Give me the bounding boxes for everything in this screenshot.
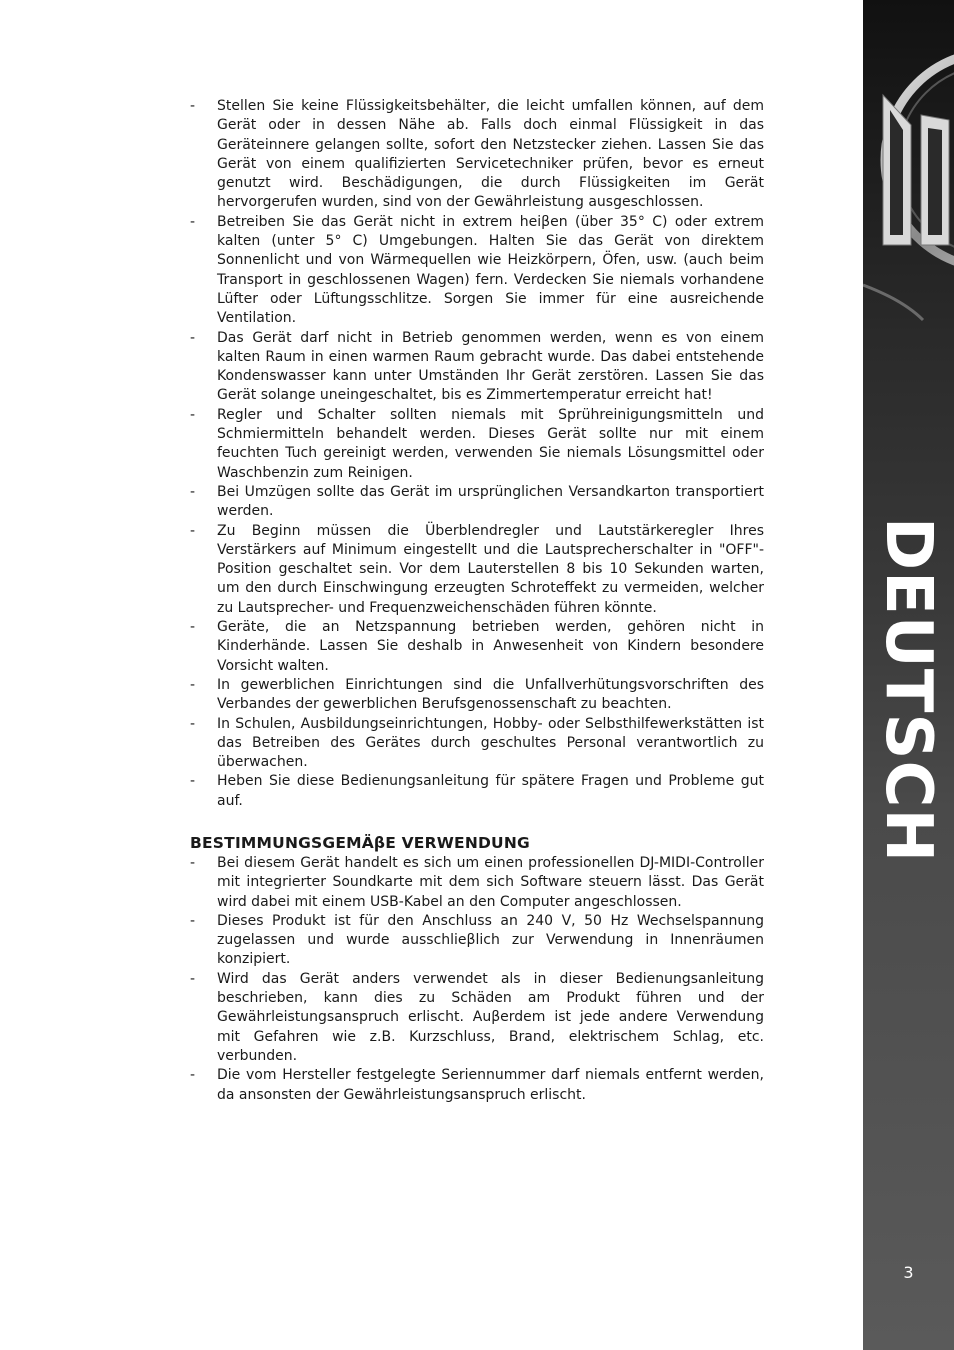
bullet-dash: - xyxy=(190,329,196,346)
bullet-dash: - xyxy=(190,483,196,500)
bullet-dash: - xyxy=(190,1067,196,1084)
bullet-dash: - xyxy=(190,619,196,636)
list-item: - In gewerblichen Einrichtungen sind die Unfallverhütungsvorschriften des Verbandes der gewerblichen Berufsgenossenschaft zu beachten. xyxy=(190,676,764,713)
bullet-dash: - xyxy=(190,522,196,539)
list-item: - Regler und Schalter sollten niemals mit Sprühreinigungsmitteln und Schmiermitteln behandelt werden. Dieses Gerät sollte nur mit einem feuchten Tuch gereinigt werden, verwenden Sie niemals Lösungsmittel oder Waschbenzin zum Reinigen. xyxy=(190,406,764,481)
language-tab: DEUTSCH xyxy=(871,516,946,864)
list-item: - Dieses Produkt ist für den Anschluss an 240 V, 50 Hz Wechselspannung zugelassen und wurde ausschlieβlich zur Verwendung in Innenräumen konzipiert. xyxy=(190,912,764,968)
bullet-dash: - xyxy=(190,213,196,230)
bullet-dash: - xyxy=(190,854,196,871)
list-item: - Bei diesem Gerät handelt es sich um einen professionellen DJ-MIDI-Controller mit integrierter Soundkarte mit dem sich Software steuern lässt. Das Gerät wird dabei mit einem USB-Kabel an den Computer angeschlossen. xyxy=(190,854,764,910)
bullet-dash: - xyxy=(190,970,196,987)
bullet-dash: - xyxy=(190,676,196,693)
list-item: - Das Gerät darf nicht in Betrieb genommen werden, wenn es von einem kalten Raum in einen warmen Raum gebracht wurde. Das dabei entstehende Kondenswasser kann unter Umständen Ihr Gerät zerstören. Lassen Sie das Gerät solange uneingeschaltet, bis es Zimmertemperatur erreicht hat! xyxy=(190,329,764,404)
list-item: - Heben Sie diese Bedienungsanleitung für spätere Fragen und Probleme gut auf. xyxy=(190,773,764,809)
bullet-dash: - xyxy=(190,773,196,790)
list-item: - Die vom Hersteller festgelegte Seriennummer darf niemals entfernt werden, da ansonsten der Gewährleistungsanspruch erlischt. xyxy=(190,1067,764,1103)
list-item: - Bei Umzügen sollte das Gerät im ursprünglichen Versandkarton transportiert werden. xyxy=(190,483,764,520)
page-number: 3 xyxy=(903,1263,914,1282)
language-sidebar xyxy=(863,0,954,1350)
list-item: - Stellen Sie keine Flüssigkeitsbehälter, die leicht umfallen können, auf dem Gerät oder in dessen Nähe ab. Falls doch einmal Flüssigkeit in das Geräteinnere gelangen sollte, sofort den Netzstecker ziehen. Lassen Sie das Gerät von einem qualifizierten Servicetechniker prüfen, bevor es erneut genutzt wird. Beschädigungen, die durch Flüssigkeiten im Gerät hervorgerufen wurden, sind von der Gewährleistung ausgeschlossen. xyxy=(190,98,764,211)
list-item: - Wird das Gerät anders verwendet als in dieser Bedienungsanleitung beschrieben, kann dies zu Schäden am Produkt führen und der Gewährleistungsanspruch erlischt. Auβerdem ist jede andere Verwendung mit Gefahren wie z.B. Kurzschluss, Brand, elektrischem Schlag, etc. verbunden. xyxy=(190,970,764,1064)
section-heading: BESTIMMUNGSGEMÄβE VERWENDUNG xyxy=(190,833,530,852)
list-item: - In Schulen, Ausbildungseinrichtungen, Hobby- oder Selbsthilfewerkstätten ist das Betreiben des Gerätes durch geschultes Personal verantwortlich zu überwachen. xyxy=(190,715,764,771)
bullet-dash: - xyxy=(190,406,196,423)
bullet-dash: - xyxy=(190,912,196,929)
list-item: - Zu Beginn müssen die Überblendregler und Lautstärkeregler Ihres Verstärkers auf Minimum eingestellt und die Lautsprecherschalter in "OFF"-Position geschaltet sein. Vor dem Lauterstellen 8 bis 10 Sekunden warten, um den durch Einschwingung erzeugten Schroteffekt zu vermeiden, welcher zu Lautsprecher- und Frequenzweichenschäden führen könnte. xyxy=(190,522,764,616)
list-item: - Geräte, die an Netzspannung betrieben werden, gehören nicht in Kinderhände. Lassen Sie deshalb in Anwesenheit von Kindern besondere Vorsicht walten. xyxy=(190,619,764,674)
safety-list xyxy=(190,97,764,811)
list-item: - Betreiben Sie das Gerät nicht in extrem heiβen (über 35° C) oder extrem kalten (unter 5° C) Umgebungen. Halten Sie das Gerät von direktem Sonnenlicht und von Wärmequellen wie Heizkörpern, Öfen, usw. (auch beim Transport in geschlossenen Wagen) fern. Verdecken Sie niemals vorhandene Lüfter oder Lüftungsschlitze. Sorgen Sie immer für eine ausreichende Ventilation. xyxy=(190,213,764,327)
page-content xyxy=(190,97,764,1105)
bullet-dash: - xyxy=(190,715,196,732)
usage-list xyxy=(190,854,764,1105)
brand-logo-icon xyxy=(863,0,954,330)
bullet-dash: - xyxy=(190,98,196,114)
